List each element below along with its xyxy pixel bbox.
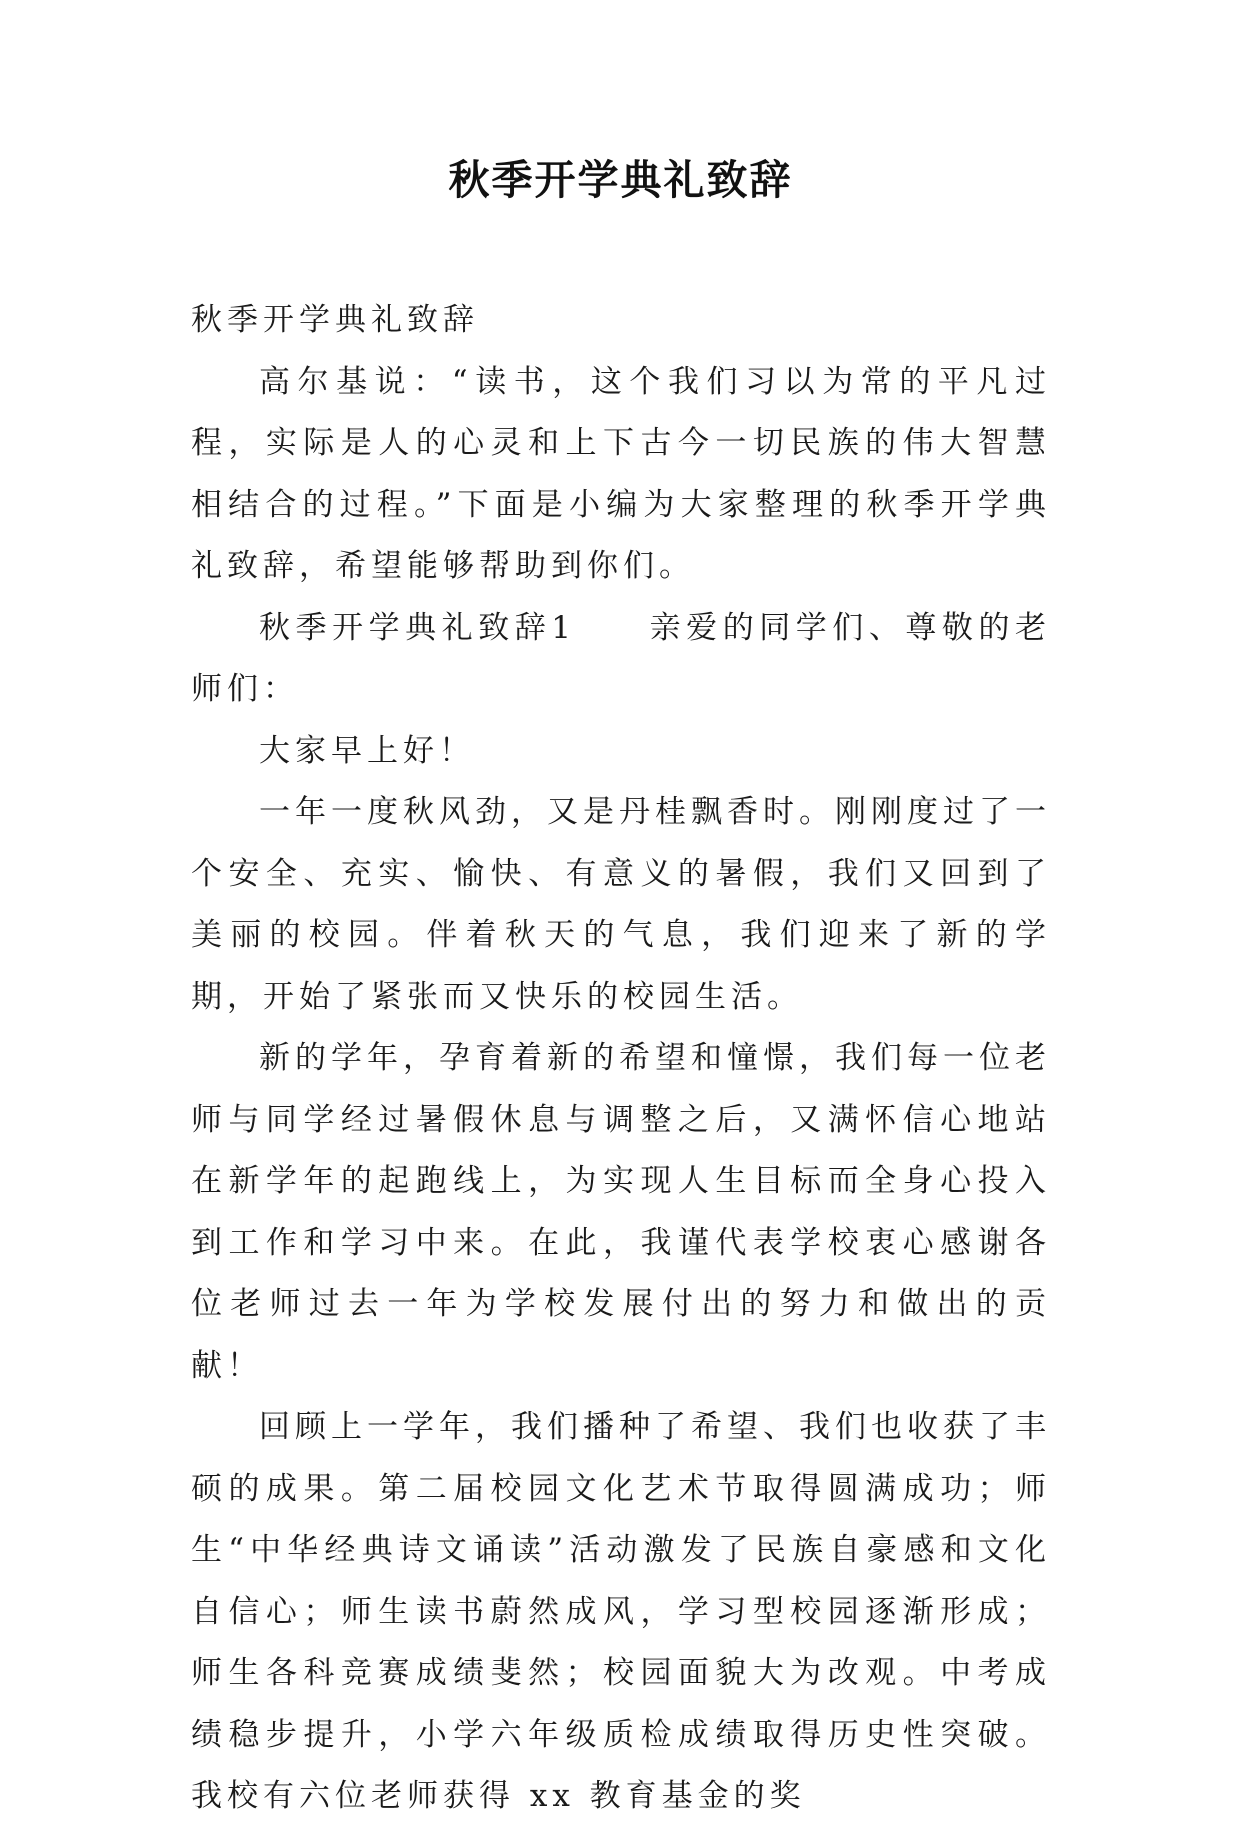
paragraph-new-year: 新的学年，孕育着新的希望和憧憬，我们每一位老师与同学经过暑假休息与调整之后，又满怀信心地站在新学年的起跑线上，为实现人生目标而全身心投入到工作和学习中来。在此，我谨代表学校衷心感谢各位老师过去一年为学校发展付出的努力和做出的贡献！	[191, 1040, 1051, 1384]
paragraph-subtitle: 秋季开学典礼致辞	[191, 302, 479, 338]
paragraph-review: 回顾上一学年，我们播种了希望、我们也收获了丰硕的成果。第二届校园文化艺术节取得圆满成功；师生“中华经典诗文诵读”活动激发了民族自豪感和文化自信心；师生读书蔚然成风，学习型校园逐渐形成；师生各科竞赛成绩斐然；校园面貌大为改观。中考成绩稳步提升，小学六年级质检成绩取得历史性突破。我校有六位老师获得 xx 教育基金的奖	[191, 1409, 1051, 1814]
paragraph-greeting: 大家早上好！	[259, 732, 475, 769]
paragraph-section-heading: 秋季开学典礼致辞1 亲爱的同学们、尊敬的老师们：	[191, 609, 1051, 707]
document-title: 秋季开学典礼致辞	[448, 156, 793, 204]
document-body	[191, 290, 1051, 1828]
paragraph-autumn: 一年一度秋风劲，又是丹桂飘香时。刚刚度过了一个安全、充实、愉快、有意义的暑假，我们又回到了美丽的校园。伴着秋天的气息，我们迎来了新的学期，开始了紧张而又快乐的校园生活。	[191, 794, 1051, 1015]
paragraph-intro: 高尔基说：“读书，这个我们习以为常的平凡过程，实际是人的心灵和上下古今一切民族的伟大智慧相结合的过程。”下面是小编为大家整理的秋季开学典礼致辞，希望能够帮助到你们。	[191, 363, 1051, 584]
